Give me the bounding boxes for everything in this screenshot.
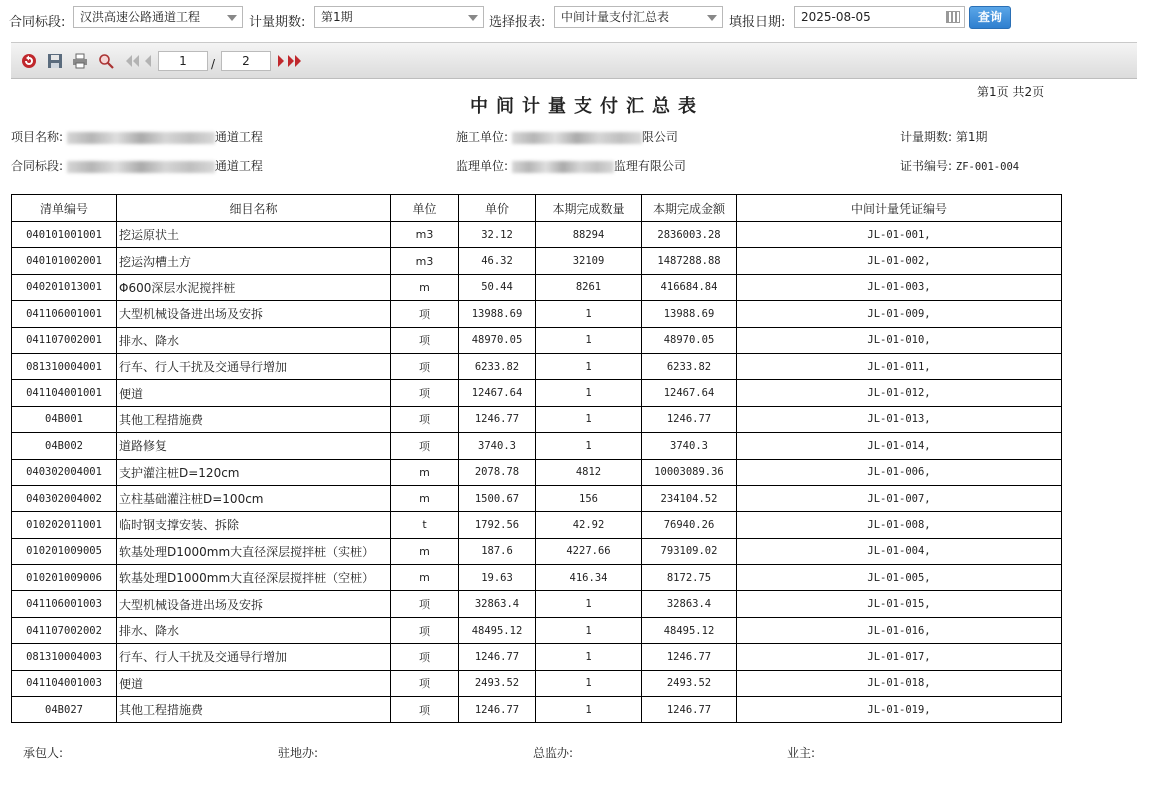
- table-cell: 项: [391, 433, 459, 459]
- col-header: 单位: [391, 195, 459, 222]
- table-cell: JL-01-004,: [737, 538, 1062, 564]
- contract-label: 合同标段:: [9, 15, 66, 30]
- table-cell: 1: [536, 644, 642, 670]
- table-cell: JL-01-007,: [737, 485, 1062, 511]
- table-cell: 1: [536, 617, 642, 643]
- supervisor-label: 监理单位:: [456, 159, 509, 173]
- table-cell: m: [391, 485, 459, 511]
- table-cell: 48495.12: [459, 617, 536, 643]
- table-cell: 081310004001: [12, 353, 117, 379]
- report-toolbar: [11, 42, 1137, 79]
- table-cell: 挖运沟槽土方: [117, 248, 391, 274]
- table-cell: 2493.52: [459, 670, 536, 696]
- table-cell: 04B002: [12, 433, 117, 459]
- table-cell: 项: [391, 617, 459, 643]
- table-cell: JL-01-018,: [737, 670, 1062, 696]
- table-cell: 支护灌注桩D=120cm: [117, 459, 391, 485]
- table-cell: 04B027: [12, 697, 117, 723]
- query-button[interactable]: 查询: [969, 6, 1011, 29]
- table-cell: 6233.82: [642, 353, 737, 379]
- contract-select[interactable]: [73, 6, 243, 28]
- table-cell: 1: [536, 327, 642, 353]
- report-label: 选择报表:: [489, 15, 546, 30]
- table-cell: 项: [391, 380, 459, 406]
- col-header: 单价: [459, 195, 536, 222]
- table-row: [12, 274, 1062, 300]
- contractor-label: 施工单位:: [456, 130, 509, 144]
- table-cell: 32.12: [459, 222, 536, 248]
- table-cell: 2836003.28: [642, 222, 737, 248]
- table-cell: 041107002001: [12, 327, 117, 353]
- table-cell: 041104001001: [12, 380, 117, 406]
- period-select[interactable]: [314, 6, 484, 28]
- table-cell: 道路修复: [117, 433, 391, 459]
- table-cell: 1: [536, 433, 642, 459]
- table-row: [12, 565, 1062, 591]
- table-row: [12, 433, 1062, 459]
- project-name-row: [11, 128, 263, 145]
- table-cell: 2493.52: [642, 670, 737, 696]
- table-cell: JL-01-006,: [737, 459, 1062, 485]
- period-label: 计量期数:: [249, 15, 306, 30]
- table-cell: 1246.77: [459, 697, 536, 723]
- col-header: 细目名称: [117, 195, 391, 222]
- table-cell: 010201009005: [12, 538, 117, 564]
- table-cell: 4227.66: [536, 538, 642, 564]
- period-meta-value: 第1期: [955, 130, 988, 144]
- signature-resident-office: 驻地办:: [278, 746, 319, 760]
- col-header: 本期完成数量: [536, 195, 642, 222]
- table-row: [12, 617, 1062, 643]
- table-cell: m3: [391, 248, 459, 274]
- table-cell: 040302004001: [12, 459, 117, 485]
- table-cell: 1246.77: [459, 406, 536, 432]
- table-cell: 041104001003: [12, 670, 117, 696]
- table-cell: JL-01-015,: [737, 591, 1062, 617]
- table-cell: 排水、降水: [117, 617, 391, 643]
- table-row: [12, 248, 1062, 274]
- payment-summary-table: [11, 194, 1062, 723]
- prev-page-icon[interactable]: [140, 53, 156, 69]
- table-cell: JL-01-013,: [737, 406, 1062, 432]
- contractor-suffix: 限公司: [641, 130, 678, 144]
- table-cell: 项: [391, 301, 459, 327]
- table-cell: 48495.12: [642, 617, 737, 643]
- table-cell: Φ600深层水泥搅拌桩: [117, 274, 391, 300]
- table-header-row: [12, 195, 1062, 222]
- table-row: [12, 222, 1062, 248]
- table-row: [12, 406, 1062, 432]
- table-cell: JL-01-016,: [737, 617, 1062, 643]
- table-cell: 1246.77: [642, 697, 737, 723]
- signature-contractor: 承包人:: [23, 746, 64, 760]
- period-row: [900, 128, 988, 145]
- table-cell: 软基处理D1000mm大直径深层搅拌桩（实桩）: [117, 538, 391, 564]
- cert-label: 证书编号:: [900, 159, 953, 173]
- table-row: [12, 538, 1062, 564]
- table-cell: 187.6: [459, 538, 536, 564]
- table-cell: 行车、行人干扰及交通导行增加: [117, 644, 391, 670]
- table-cell: JL-01-014,: [737, 433, 1062, 459]
- signature-owner: 业主:: [787, 746, 816, 760]
- table-cell: 1: [536, 591, 642, 617]
- report-select-value: 中间计量支付汇总表: [561, 10, 670, 24]
- signature-chief-supervisor: 总监办:: [533, 746, 574, 760]
- cert-row: [900, 157, 1019, 174]
- table-cell: m: [391, 538, 459, 564]
- table-row: [12, 485, 1062, 511]
- table-cell: 便道: [117, 670, 391, 696]
- table-cell: 1: [536, 697, 642, 723]
- current-page-input[interactable]: 1: [158, 51, 208, 71]
- table-cell: 1500.67: [459, 485, 536, 511]
- table-cell: JL-01-002,: [737, 248, 1062, 274]
- table-cell: 010201009006: [12, 565, 117, 591]
- table-cell: 临时钢支撑安装、拆除: [117, 512, 391, 538]
- table-cell: 12467.64: [459, 380, 536, 406]
- chevron-down-icon: [468, 15, 478, 21]
- table-cell: 1: [536, 670, 642, 696]
- table-cell: 50.44: [459, 274, 536, 300]
- table-cell: 立柱基础灌注桩D=100cm: [117, 485, 391, 511]
- table-cell: 行车、行人干扰及交通导行增加: [117, 353, 391, 379]
- table-cell: 12467.64: [642, 380, 737, 406]
- col-header: 中间计量凭证编号: [737, 195, 1062, 222]
- refresh-icon[interactable]: [21, 53, 37, 69]
- table-cell: JL-01-012,: [737, 380, 1062, 406]
- table-cell: 大型机械设备进出场及安拆: [117, 591, 391, 617]
- table-row: [12, 301, 1062, 327]
- redacted-text: [67, 132, 215, 144]
- table-cell: 2078.78: [459, 459, 536, 485]
- table-row: [12, 459, 1062, 485]
- table-cell: 项: [391, 644, 459, 670]
- report-select[interactable]: [554, 6, 723, 28]
- table-cell: t: [391, 512, 459, 538]
- table-cell: JL-01-009,: [737, 301, 1062, 327]
- table-cell: 软基处理D1000mm大直径深层搅拌桩（空桩）: [117, 565, 391, 591]
- table-cell: 8261: [536, 274, 642, 300]
- table-cell: 081310004003: [12, 644, 117, 670]
- table-row: [12, 353, 1062, 379]
- print-icon[interactable]: [72, 53, 88, 69]
- table-cell: 挖运原状土: [117, 222, 391, 248]
- chevron-down-icon: [227, 15, 237, 21]
- table-cell: 13988.69: [459, 301, 536, 327]
- table-cell: 040201013001: [12, 274, 117, 300]
- cert-value: ZF-001-004: [955, 161, 1020, 173]
- table-cell: 46.32: [459, 248, 536, 274]
- project-label: 项目名称:: [11, 130, 64, 144]
- table-cell: m: [391, 565, 459, 591]
- table-cell: 1: [536, 301, 642, 327]
- page-info: 第1页 共2页: [977, 85, 1045, 99]
- table-cell: m: [391, 274, 459, 300]
- table-cell: 排水、降水: [117, 327, 391, 353]
- table-row: [12, 644, 1062, 670]
- table-cell: 4812: [536, 459, 642, 485]
- calendar-icon[interactable]: [946, 11, 960, 23]
- section-row: [11, 157, 263, 174]
- redacted-text: [512, 132, 642, 144]
- table-cell: 041106001001: [12, 301, 117, 327]
- table-cell: 其他工程措施费: [117, 697, 391, 723]
- table-cell: JL-01-019,: [737, 697, 1062, 723]
- table-cell: 项: [391, 353, 459, 379]
- redacted-text: [67, 161, 215, 173]
- table-cell: 041107002002: [12, 617, 117, 643]
- table-cell: 项: [391, 670, 459, 696]
- save-icon[interactable]: [47, 53, 63, 69]
- table-cell: 32863.4: [642, 591, 737, 617]
- date-input-value: 2025-08-05: [801, 10, 871, 24]
- report-title: 中间计量支付汇总表: [470, 96, 704, 117]
- table-row: [12, 591, 1062, 617]
- table-cell: JL-01-010,: [737, 327, 1062, 353]
- table-cell: 项: [391, 697, 459, 723]
- table-cell: 19.63: [459, 565, 536, 591]
- table-cell: 1: [536, 406, 642, 432]
- col-header: 清单编号: [12, 195, 117, 222]
- table-row: [12, 512, 1062, 538]
- table-cell: 010202011001: [12, 512, 117, 538]
- table-cell: 3740.3: [642, 433, 737, 459]
- table-cell: 42.92: [536, 512, 642, 538]
- table-cell: 04B001: [12, 406, 117, 432]
- period-meta-label: 计量期数:: [900, 130, 953, 144]
- table-cell: 便道: [117, 380, 391, 406]
- table-cell: 793109.02: [642, 538, 737, 564]
- table-cell: JL-01-008,: [737, 512, 1062, 538]
- table-cell: 041106001003: [12, 591, 117, 617]
- table-cell: 项: [391, 406, 459, 432]
- table-cell: 1246.77: [642, 406, 737, 432]
- table-cell: 1792.56: [459, 512, 536, 538]
- table-cell: JL-01-011,: [737, 353, 1062, 379]
- table-cell: JL-01-001,: [737, 222, 1062, 248]
- contractor-row: [456, 128, 678, 145]
- period-select-value: 第1期: [321, 10, 353, 24]
- supervisor-row: [456, 157, 686, 174]
- date-input[interactable]: [794, 6, 965, 28]
- search-icon[interactable]: [98, 53, 114, 69]
- table-row: [12, 327, 1062, 353]
- table-cell: 416.34: [536, 565, 642, 591]
- table-cell: 大型机械设备进出场及安拆: [117, 301, 391, 327]
- table-row: [12, 380, 1062, 406]
- table-cell: 8172.75: [642, 565, 737, 591]
- section-suffix: 通道工程: [214, 159, 263, 173]
- supervisor-suffix: 监理有限公司: [613, 159, 686, 173]
- table-cell: 040302004002: [12, 485, 117, 511]
- table-cell: 其他工程措施费: [117, 406, 391, 432]
- filter-bar: [0, 0, 1174, 38]
- table-row: [12, 670, 1062, 696]
- table-cell: 1: [536, 380, 642, 406]
- table-cell: 1: [536, 353, 642, 379]
- page-separator: /: [211, 57, 216, 71]
- chevron-down-icon: [707, 15, 717, 21]
- project-suffix: 通道工程: [214, 130, 263, 144]
- total-pages-field: 2: [221, 51, 271, 71]
- table-cell: JL-01-017,: [737, 644, 1062, 670]
- table-cell: 040101001001: [12, 222, 117, 248]
- table-cell: 88294: [536, 222, 642, 248]
- table-cell: 32109: [536, 248, 642, 274]
- table-cell: 10003089.36: [642, 459, 737, 485]
- first-page-icon[interactable]: [124, 53, 140, 69]
- table-cell: JL-01-003,: [737, 274, 1062, 300]
- table-cell: 416684.84: [642, 274, 737, 300]
- table-cell: m3: [391, 222, 459, 248]
- table-cell: 48970.05: [642, 327, 737, 353]
- table-cell: 3740.3: [459, 433, 536, 459]
- table-cell: 040101002001: [12, 248, 117, 274]
- table-cell: 项: [391, 327, 459, 353]
- contract-select-value: 汉洪高速公路通道工程: [80, 10, 201, 24]
- table-cell: 48970.05: [459, 327, 536, 353]
- table-cell: 13988.69: [642, 301, 737, 327]
- table-cell: 234104.52: [642, 485, 737, 511]
- table-cell: 1246.77: [642, 644, 737, 670]
- redacted-text: [512, 161, 614, 173]
- col-header: 本期完成金额: [642, 195, 737, 222]
- table-cell: JL-01-005,: [737, 565, 1062, 591]
- table-cell: 6233.82: [459, 353, 536, 379]
- table-cell: 1246.77: [459, 644, 536, 670]
- date-label: 填报日期:: [729, 15, 786, 30]
- table-cell: 1487288.88: [642, 248, 737, 274]
- table-row: [12, 697, 1062, 723]
- table-cell: 32863.4: [459, 591, 536, 617]
- section-label: 合同标段:: [11, 159, 64, 173]
- table-cell: m: [391, 459, 459, 485]
- table-cell: 项: [391, 591, 459, 617]
- table-cell: 156: [536, 485, 642, 511]
- table-cell: 76940.26: [642, 512, 737, 538]
- last-page-icon[interactable]: [287, 53, 303, 69]
